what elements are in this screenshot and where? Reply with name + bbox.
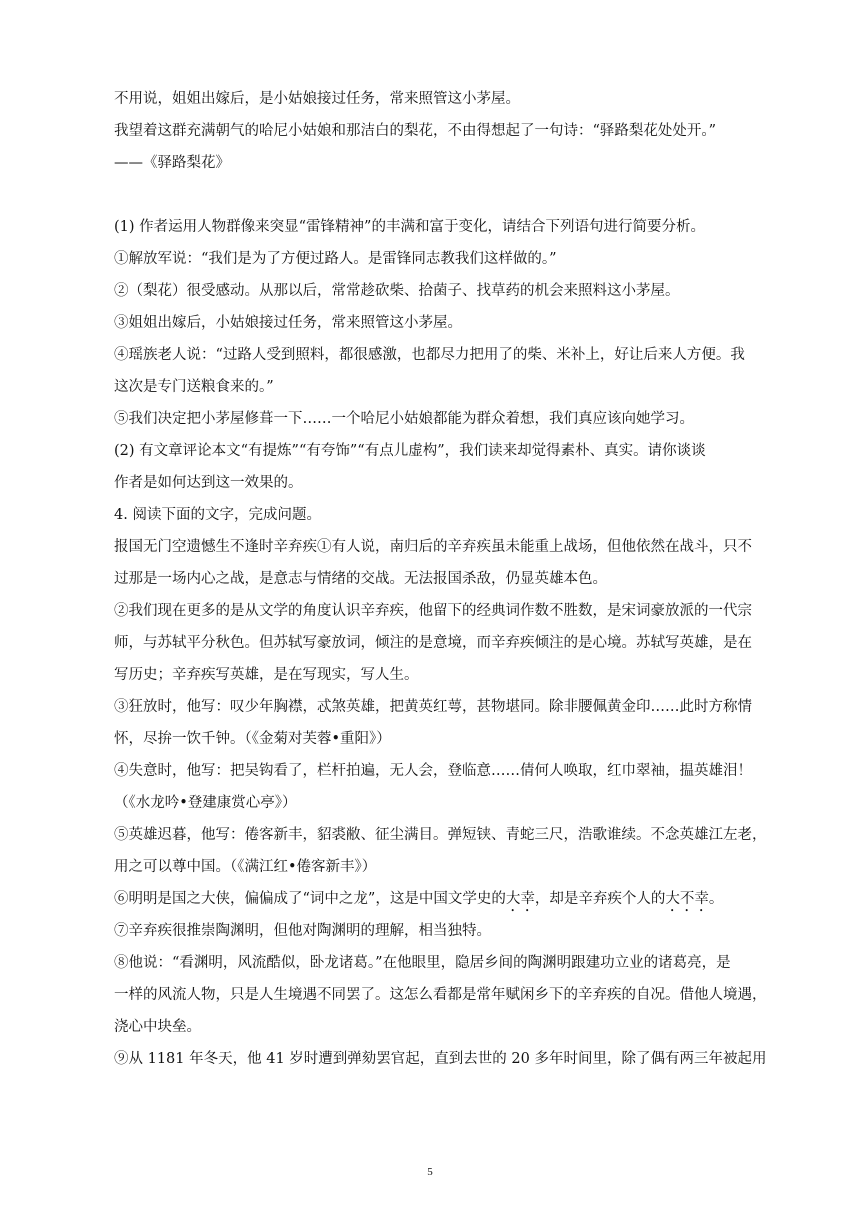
passage-line: 怀，尽拚一饮千钟。（《金菊对芙蓉•重阳》） — [114, 731, 391, 747]
passage-text: 。 — [708, 891, 724, 907]
source-citation: ——《驿路梨花》 — [114, 155, 230, 171]
passage-line: ⑧他说：“看渊明，风流酷似，卧龙诸葛。”在他眼里，隐居乡间的陶渊明跟建功立业的诸葛亮，是 — [114, 955, 731, 971]
question-4-heading: 4. 阅读下面的文字，完成问题。 — [114, 507, 321, 523]
passage-line: 浇心中块垒。 — [114, 1019, 201, 1035]
passage-line: 写历史；辛弃疾写英雄，是在写现实，写人生。 — [114, 667, 419, 683]
passage-line: 报国无门空遗憾生不逢时辛弃疾①有人说，南归后的辛弃疾虽未能重上战场，但他依然在战斗，只不 — [114, 539, 752, 555]
passage-line: 过那是一场内心之战，是意志与情绪的交战。无法报国杀敌，仍显英雄本色。 — [114, 571, 607, 587]
question-1: (1) 作者运用人物群像来突显“雷锋精神”的丰满和富于变化，请结合下列语句进行简要分析。 — [114, 219, 705, 235]
question-1-item: ③姐姐出嫁后，小姑娘接过任务，常来照管这小茅屋。 — [114, 315, 462, 331]
passage-line: 用之可以尊中国。（《满江红•倦客新丰》） — [114, 859, 377, 875]
text-line: 我望着这群充满朝气的哈尼小姑娘和那洁白的梨花，不由得想起了一句诗：“驿路梨花处处开。” — [114, 123, 717, 139]
question-1-item: ⑤我们决定把小茅屋修葺一下……一个哈尼小姑娘都能为群众着想，我们真应该向她学习。 — [114, 411, 694, 427]
passage-text: ⑥明明是国之大侠，偏偏成了“词中之龙”，这是中国文学史的 — [114, 891, 506, 907]
question-2: (2) 有文章评论本文“有提炼”“有夸饰”“有点儿虚构”，我们读来却觉得素朴、真实。请你谈谈 — [114, 443, 706, 459]
passage-line: ⑨从 1181 年冬天，他 41 岁时遭到弹劾罢官起，直到去世的 20 多年时间里，除了偶有两三年被起用 — [114, 1051, 767, 1067]
question-1-item: ②（梨花）很受感动。从那以后，常常趁砍柴、拾菌子、找草药的机会来照料这小茅屋。 — [114, 283, 680, 299]
question-1-item: ①解放军说：“我们是为了方便过路人。是雷锋同志教我们这样做的。” — [114, 251, 557, 267]
passage-line: ⑦辛弃疾很推崇陶渊明，但他对陶渊明的理解，相当独特。 — [114, 923, 491, 939]
passage-line: ⑤英雄迟暮，他写：倦客新丰，貂裘敝、征尘满目。弹短铗、青蛇三尺，浩歌谁续。不念英雄江左老， — [114, 827, 767, 843]
question-1-item: ④瑶族老人说：“过路人受到照料，都很感激，也都尽力把用了的柴、米补上，好让后来人方便。我 — [114, 347, 745, 363]
passage-line: ④失意时，他写：把吴钩看了，栏杆拍遍，无人会，登临意……倩何人唤取，红巾翠袖，揾英雄泪！ — [114, 763, 752, 779]
passage-text: ，却是辛弃疾个人的 — [534, 891, 666, 907]
question-2: 作者是如何达到这一效果的。 — [114, 475, 303, 491]
document-body — [114, 88, 782, 1071]
passage-line: 师，与苏轼平分秋色。但苏轼写豪放词，倾注的是意境，而辛弃疾倾注的是心境。苏轼写英雄，是在 — [114, 635, 752, 651]
passage-line-emphasis — [114, 888, 782, 911]
passage-line: 一样的风流人物，只是人生境遇不同罢了。这怎么看都是常年赋闲乡下的辛弃疾的自况。借他人境遇， — [114, 987, 767, 1003]
text-line: 不用说，姐姐出嫁后，是小姑娘接过任务，常来照管这小茅屋。 — [114, 91, 520, 107]
page-number: 5 — [427, 1166, 433, 1178]
emphasized-text: 大不幸 — [665, 891, 709, 907]
emphasized-text: 大幸 — [505, 891, 535, 907]
passage-line: （《水龙吟•登建康赏心亭》） — [114, 795, 297, 811]
passage-line: ③狂放时，他写：叹少年胸襟，忒煞英雄，把黄英红萼，甚物堪同。除非腰佩黄金印……此时方称情 — [114, 699, 752, 715]
passage-line: ②我们现在更多的是从文学的角度认识辛弃疾，他留下的经典词作数不胜数，是宋词豪放派的一代宗 — [114, 603, 752, 619]
question-1-item: 这次是专门送粮食来的。” — [114, 379, 274, 395]
